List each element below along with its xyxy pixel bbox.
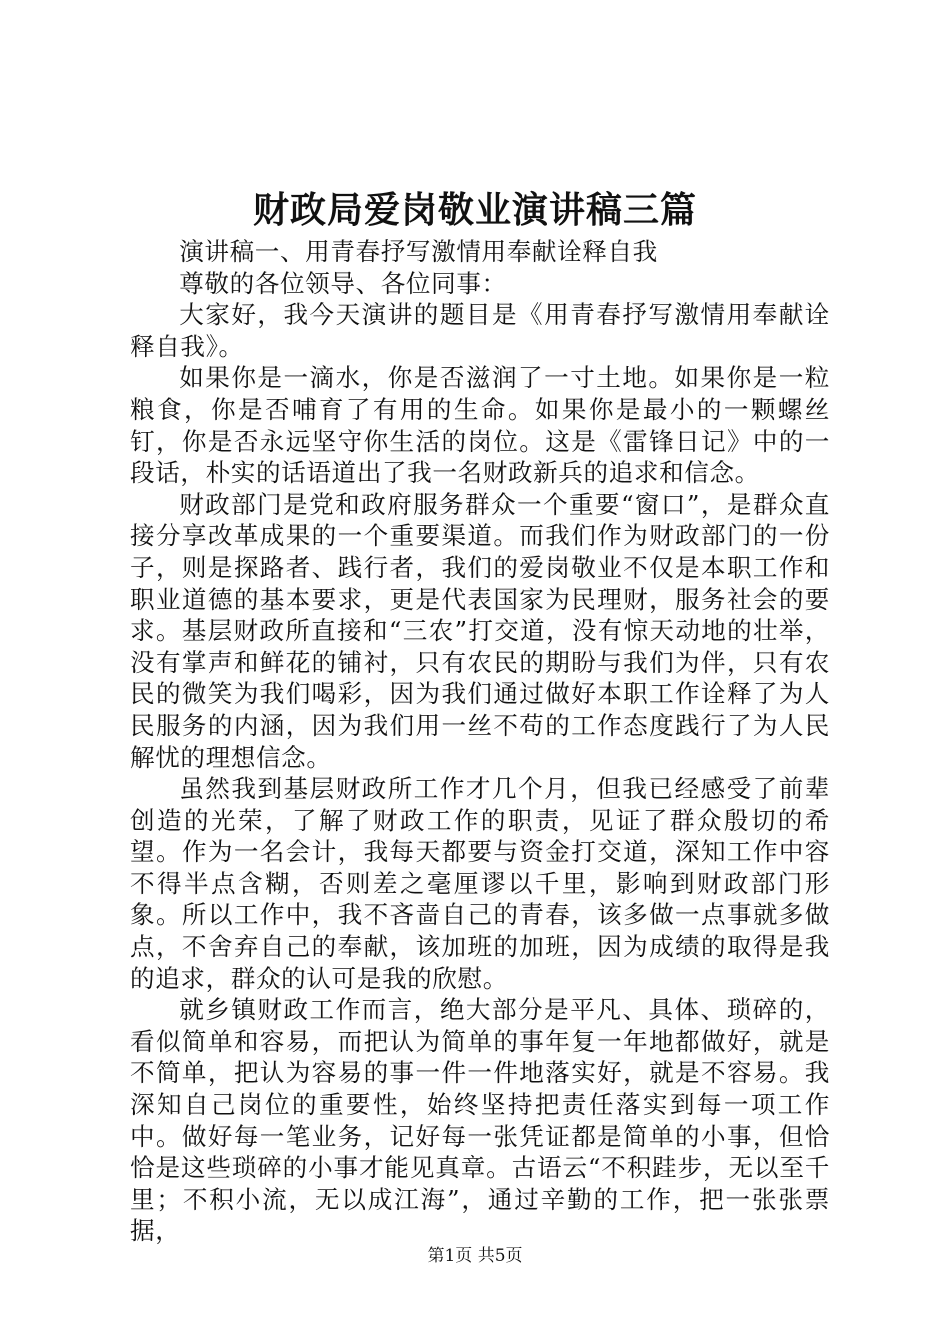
salutation: 尊敬的各位领导、各位同事： <box>179 268 507 298</box>
body-paragraph: 虽然我到基层财政所工作才几个月，但我已经感受了前辈创造的光荣，了解了财政工作的职责，见证了群众殷切的希望。作为一名会计，我每天都要与资金打交道，深知工作中容不得半点含糊，否则差之毫厘谬以千里，影响到财政部门形象。所以工作中，我不吝啬自己的青春，该多做一点事就多做点，不舍弃自己的奉献，该加班的加班，因为成绩的取得是我的追求，群众的认可是我的欣慰。 <box>130 774 830 993</box>
document-title: 财政局爱岗敬业演讲稿三篇 <box>252 189 697 231</box>
speech-heading: 演讲稿一、用青春抒写激情用奉献诠释自我 <box>179 237 658 266</box>
page-footer: 第1页 共5页 <box>427 1246 523 1266</box>
body-paragraph: 财政部门是党和政府服务群众一个重要“窗口”，是群众直接分享改革成果的一个重要渠道。而我们作为财政部门的一份子，则是探路者、践行者，我们的爱岗敬业不仅是本职工作和职业道德的基本要求，更是代表国家为民理财，服务社会的要求。基层财政所直接和“三农”打交道，没有惊天动地的壮举，没有掌声和鲜花的铺衬，只有农民的期盼与我们为伴，只有农民的微笑为我们喝彩，因为我们通过做好本职工作诠释了为人民服务的内涵，因为我们用一丝不苟的工作态度践行了为人民解忧的理想信念。 <box>130 489 830 772</box>
body-paragraph: 如果你是一滴水，你是否滋润了一寸土地。如果你是一粒粮食，你是否哺育了有用的生命。如果你是最小的一颗螺丝钉，你是否永远坚守你生活的岗位。这是《雷锋日记》中的一段话，朴实的话语道出了我一名财政新兵的追求和信念。 <box>130 363 830 488</box>
document-body <box>130 236 830 1247</box>
body-paragraph: 就乡镇财政工作而言，绝大部分是平凡、具体、琐碎的，看似简单和容易，而把认为简单的事年复一年地都做好，就是不简单，把认为容易的事一件一件地落实好，就是不容易。我深知自己岗位的重要性，始终坚持把责任落实到每一项工作中。做好每一笔业务，记好每一张凭证都是简单的小事，但恰恰是这些琐碎的小事才能见真章。古语云“不积跬步，无以至千里；不积小流，无以成江海”，通过辛勤的工作，把一张张票据， <box>130 995 830 1246</box>
body-paragraph: 大家好，我今天演讲的题目是《用青春抒写激情用奉献诠释自我》。 <box>130 300 830 361</box>
